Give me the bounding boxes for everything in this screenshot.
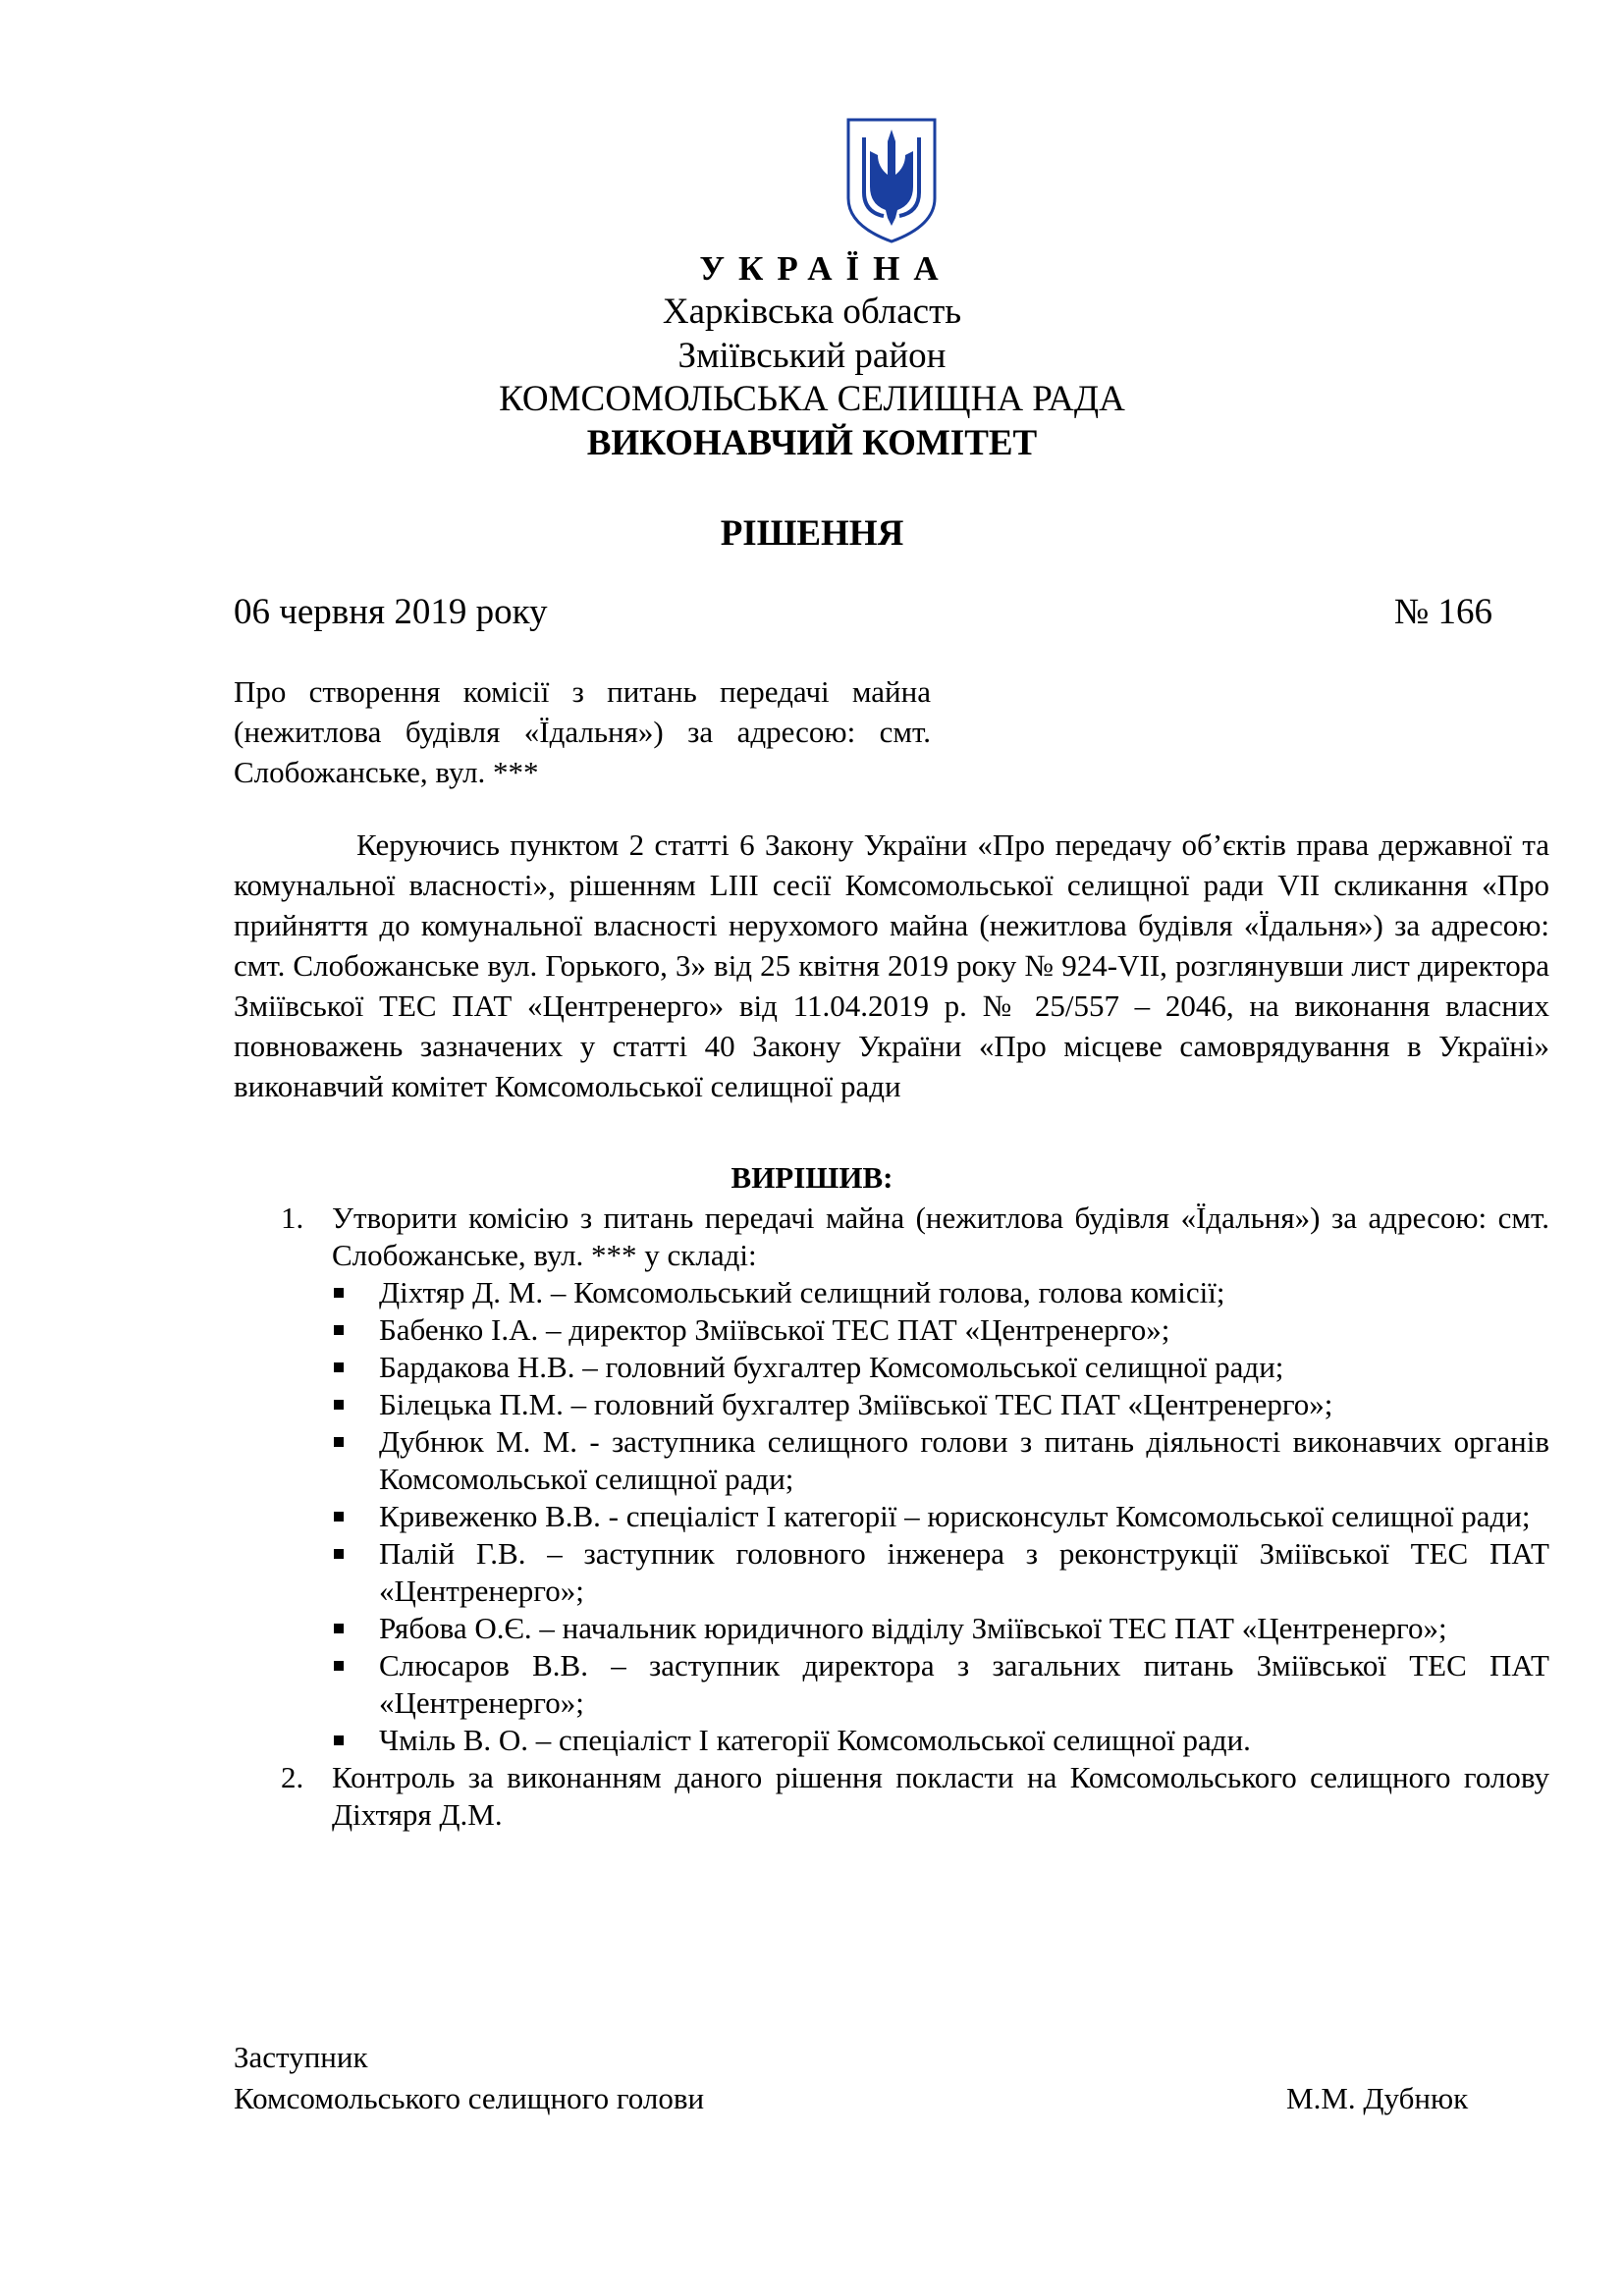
committee-name: ВИКОНАВЧИЙ КОМІТЕТ <box>586 423 1038 463</box>
document-subject: Про створення комісії з питань передачі майна (нежитлова будівля «Їдальня») за адресою: смт. Слобожанське, вул. *** <box>234 674 931 789</box>
council-name: КОМСОМОЛЬСЬКА СЕЛИЩНА РАДА <box>499 379 1125 419</box>
decision-number: 1. <box>281 1201 304 1235</box>
document-type: РІШЕННЯ <box>720 513 904 554</box>
decision-text: Контроль за виконанням даного рішення покласти на Комсомольського селищного голову Діхтяря Д.М. <box>332 1760 1549 1832</box>
decision-item <box>234 1200 1549 1759</box>
bullet-icon <box>334 1325 344 1335</box>
member-item <box>332 1647 1549 1722</box>
member-item <box>332 1349 1549 1386</box>
bullet-icon <box>334 1288 344 1298</box>
member-text: Рябова О.Є. – начальник юридичного відділу Зміївської ТЕС ПАТ «Центренерго»; <box>379 1611 1447 1645</box>
document-date: 06 червня 2019 року <box>234 592 548 632</box>
member-item <box>332 1722 1549 1759</box>
signature-title-line1: Заступник <box>234 2040 368 2074</box>
member-text: Білецька П.М. – головний бухгалтер Зміївської ТЕС ПАТ «Центренерго»; <box>379 1387 1333 1421</box>
bullet-icon <box>334 1549 344 1559</box>
decision-list <box>234 1200 1549 1834</box>
member-text: Кривеженко В.В. - спеціаліст І категорії – юрисконсульт Комсомольської селищної ради; <box>379 1499 1531 1533</box>
bullet-icon <box>334 1624 344 1633</box>
signature-title-line2: Комсомольського селищного голови <box>234 2081 705 2115</box>
member-item <box>332 1610 1549 1647</box>
resolved-heading: ВИРІШИВ: <box>731 1160 893 1195</box>
bullet-icon <box>334 1400 344 1410</box>
coat-of-arms-icon <box>844 116 939 245</box>
oblast-name: Харківська область <box>662 292 962 332</box>
document-preamble: Керуючись пунктом 2 статті 6 Закону України «Про передачу об’єктів права державної та комунальної власності», рішенням LIII сесії Комсомольської селищної ради VII скликання «Про прийняття до комунальної власності нерухомого майна (нежитлова будівля «Їдальня») за адресою: смт. Слобожанське вул. Горького, 3» від 25 квітня 2019 року № 924-VII, розглянувши лист директора Зміївської ТЕС ПАТ «Центренерго» від 11.04.2019 р. № 25/557 – 2046, на виконання власних повноважень зазначених у статті 40 Закону України «Про місцеве самоврядування в Україні» виконавчий комітет Комсомольської селищної ради <box>234 828 1549 1103</box>
member-text: Слюсаров В.В. – заступник директора з загальних питань Зміївської ТЕС ПАТ «Центренерго»; <box>379 1648 1549 1720</box>
rayon-name: Зміївський район <box>677 336 947 376</box>
member-text: Дубнюк М. М. - заступника селищного голови з питань діяльності виконавчих органів Комсомольської селищної ради; <box>379 1424 1549 1496</box>
decision-item <box>234 1759 1549 1834</box>
bullet-icon <box>334 1735 344 1745</box>
member-text: Бардакова Н.В. – головний бухгалтер Комсомольської селищної ради; <box>379 1350 1284 1384</box>
decision-text: Утворити комісію з питань передачі майна (нежитлова будівля «Їдальня») за адресою: смт. Слобожанське, вул. *** у складі: <box>332 1201 1549 1272</box>
signatory-name: М.М. Дубнюк <box>1286 2081 1469 2115</box>
member-item <box>332 1386 1549 1423</box>
document-number: № 166 <box>1394 592 1493 632</box>
decision-number: 2. <box>281 1760 304 1794</box>
country-name: УКРАЇНА <box>699 249 952 288</box>
bullet-icon <box>334 1512 344 1522</box>
member-text: Діхтяр Д. М. – Комсомольський селищний голова, голова комісії; <box>379 1275 1225 1309</box>
member-text: Чміль В. О. – спеціаліст І категорії Комсомольської селищної ради. <box>379 1723 1251 1757</box>
commission-members <box>332 1274 1549 1759</box>
member-item <box>332 1423 1549 1498</box>
member-text: Палій Г.В. – заступник головного інженера з реконструкції Зміївської ТЕС ПАТ «Центренерго»; <box>379 1536 1549 1608</box>
member-item <box>332 1274 1549 1311</box>
member-item <box>332 1498 1549 1535</box>
bullet-icon <box>334 1661 344 1671</box>
member-text: Бабенко І.А. – директор Зміївської ТЕС ПАТ «Центренерго»; <box>379 1312 1170 1347</box>
bullet-icon <box>334 1362 344 1372</box>
bullet-icon <box>334 1437 344 1447</box>
member-item <box>332 1535 1549 1610</box>
member-item <box>332 1311 1549 1349</box>
